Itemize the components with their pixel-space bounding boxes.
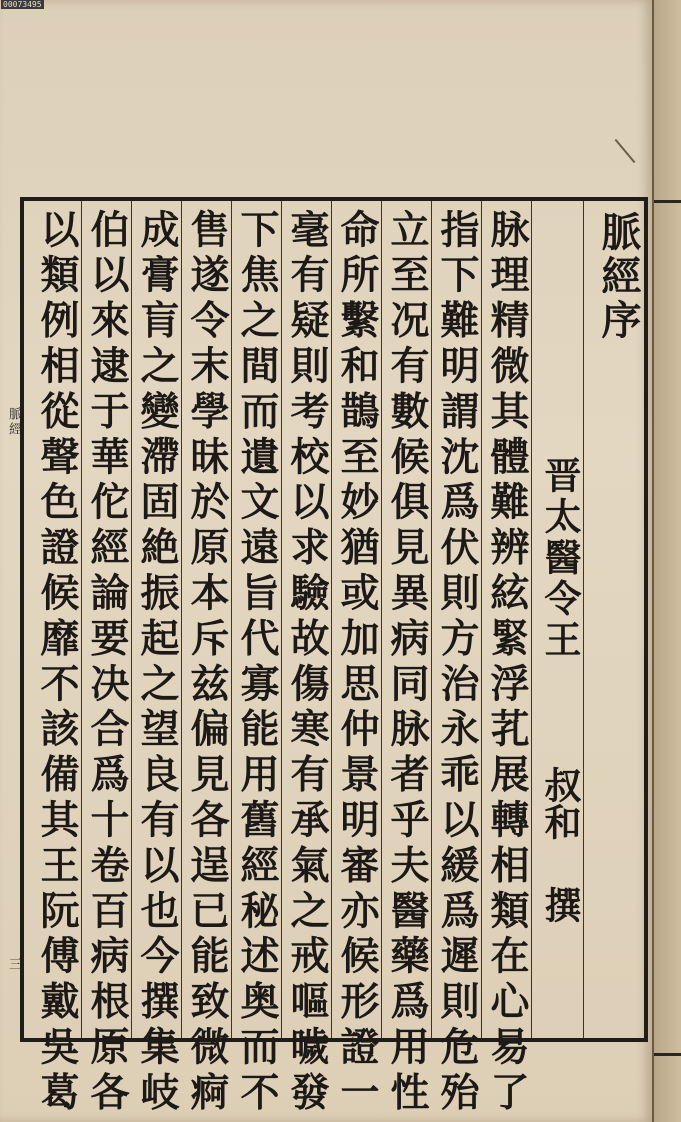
text-column-5: [281, 201, 331, 1117]
text-column-10: [24, 201, 81, 1117]
column-text: 下焦之間而遺文遠旨代寡能用舊經秘述奥而不: [234, 209, 280, 1117]
column-text: 以類例相從聲色證候靡不該備其王阮傅戴吳葛: [34, 209, 80, 1117]
adjacent-page-border: [654, 200, 681, 1056]
text-column-2: [431, 201, 481, 1117]
author-line: 晋太醫令王: [538, 456, 582, 661]
text-column-1: [481, 201, 531, 1117]
text-column-9: [81, 201, 131, 1117]
paper-tear-mark: [615, 139, 636, 163]
author-role: 撰: [538, 886, 582, 923]
title-column: [583, 201, 644, 1038]
column-text: 毫有疑則考校以求驗故傷寒有承氣之戒嘔噦發: [284, 209, 330, 1117]
margin-page-number: 三: [6, 957, 21, 970]
column-text: 命所繫和鵲至妙猶或加思仲景明審亦候形證一: [334, 209, 380, 1117]
text-column-8: [131, 201, 181, 1117]
author-column: [531, 201, 583, 1038]
column-text: 立至况有數候俱見異病同脉者乎夫醫藥爲用性: [384, 209, 430, 1117]
column-text: 指下難明謂沈爲伏則方治永乖以緩爲遲則危殆: [434, 209, 480, 1117]
column-text: 售遂令末學昧於原本斥兹偏見各逞已能致微痾: [184, 209, 230, 1117]
margin-column: [0, 197, 22, 1042]
text-column-7: [181, 201, 231, 1117]
preface-title: 脈經序: [595, 211, 642, 343]
text-column-6: [231, 201, 281, 1117]
column-text: 成膏肓之變滯固絶振起之望良有以也今撰集岐: [134, 209, 180, 1117]
text-column-4: [331, 201, 381, 1117]
column-text: 伯以來逮于華佗經論要决合爲十卷百病根原各: [84, 209, 130, 1117]
margin-label: 脈經: [6, 407, 21, 437]
text-column-3: [381, 201, 431, 1117]
adjacent-page-edge: [652, 0, 681, 1122]
author-name: 叔和: [538, 766, 582, 840]
column-text: 脉理精微其體難辨絃緊浮芤展轉相類在心易了: [484, 209, 530, 1117]
scan-id-label: 00073495: [3, 0, 42, 9]
